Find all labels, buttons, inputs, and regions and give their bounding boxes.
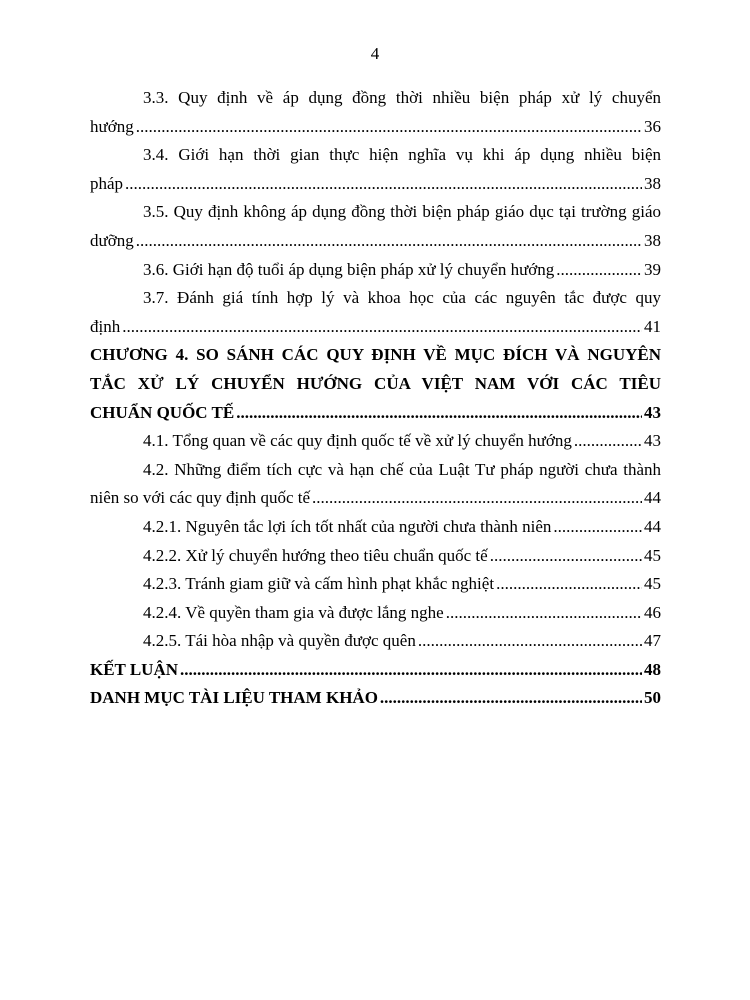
toc-entry-3-7[interactable]: định ..... 41 bbox=[90, 313, 661, 342]
toc-entry-3-4[interactable]: pháp ..... 38 bbox=[90, 170, 661, 199]
toc-entry-4-2-3[interactable]: 4.2.3. Tránh giam giữ và cấm hình phạt khắc nghiệt ..... 45 bbox=[90, 570, 661, 599]
toc-page-number: 50 bbox=[644, 688, 661, 708]
toc-entry-3-3-first-line: 3.3. Quy định về áp dụng đồng thời nhiều biện pháp xử lý chuyển bbox=[143, 88, 661, 107]
toc-page-number: 36 bbox=[644, 116, 661, 136]
toc-page-number: 45 bbox=[644, 574, 661, 594]
toc-references[interactable]: DANH MỤC TÀI LIỆU THAM KHẢO ..... 50 bbox=[90, 684, 661, 713]
toc-page-number: 39 bbox=[644, 259, 661, 279]
toc-entry-3-6[interactable]: 3.6. Giới hạn độ tuổi áp dụng biện pháp xử lý chuyển hướng ..... 39 bbox=[90, 256, 661, 285]
toc-entry-4-2-5[interactable]: 4.2.5. Tái hòa nhập và quyền được quên ..... 47 bbox=[90, 627, 661, 656]
toc-page-number: 48 bbox=[644, 659, 661, 679]
toc-chapter-4-first-line: CHƯƠNG 4. SO SÁNH CÁC QUY ĐỊNH VỀ MỤC ĐÍCH VÀ NGUYÊN bbox=[90, 345, 661, 365]
table-of-contents bbox=[90, 84, 661, 713]
toc-page-number: 44 bbox=[644, 516, 661, 536]
toc-entry-4-2-1[interactable]: 4.2.1. Nguyên tắc lợi ích tốt nhất của người chưa thành niên ..... 44 bbox=[90, 513, 661, 542]
toc-entry-3-5-first-line: 3.5. Quy định không áp dụng đồng thời biện pháp giáo dục tại trường giáo bbox=[143, 202, 661, 222]
toc-entry-4-2-2[interactable]: 4.2.2. Xử lý chuyển hướng theo tiêu chuẩn quốc tế ..... 45 bbox=[90, 542, 661, 571]
toc-entry-3-5[interactable]: dưỡng ..... 38 bbox=[90, 227, 661, 256]
toc-chapter-4-second-line: TẮC XỬ LÝ CHUYỂN HƯỚNG CỦA VIỆT NAM VỚI CÁC TIÊU bbox=[90, 373, 661, 393]
toc-page-number: 41 bbox=[644, 316, 661, 336]
toc-entry-4-2-4[interactable]: 4.2.4. Về quyền tham gia và được lắng nghe ..... 46 bbox=[90, 599, 661, 628]
toc-page-number: 38 bbox=[644, 230, 661, 250]
toc-conclusion[interactable]: KẾT LUẬN ..... 48 bbox=[90, 656, 661, 685]
toc-page-number: 43 bbox=[644, 402, 661, 422]
toc-entry-3-7-first-line: 3.7. Đánh giá tính hợp lý và khoa học của các nguyên tắc được quy bbox=[143, 288, 661, 308]
page-number: 4 bbox=[370, 44, 380, 63]
toc-page-number: 38 bbox=[644, 173, 661, 193]
toc-page-number: 44 bbox=[644, 488, 661, 508]
toc-page-number: 46 bbox=[644, 602, 661, 622]
toc-entry-4-1[interactable]: 4.1. Tổng quan về các quy định quốc tế về xử lý chuyển hướng ..... 43 bbox=[90, 427, 661, 456]
toc-entry-3-3[interactable]: hướng ..... 36 bbox=[90, 113, 661, 142]
toc-chapter-4[interactable]: CHUẨN QUỐC TẾ ..... 43 bbox=[90, 399, 661, 428]
toc-entry-4-2[interactable]: niên so với các quy định quốc tế ..... 44 bbox=[90, 484, 661, 513]
toc-page-number: 47 bbox=[644, 631, 661, 651]
toc-page-number: 45 bbox=[644, 545, 661, 565]
toc-entry-4-2-first-line: 4.2. Những điểm tích cực và hạn chế của Luật Tư pháp người chưa thành bbox=[143, 459, 661, 479]
toc-entry-3-4-first-line: 3.4. Giới hạn thời gian thực hiện nghĩa vụ khi áp dụng nhiều biện bbox=[143, 145, 661, 165]
toc-page-number: 43 bbox=[644, 431, 661, 451]
